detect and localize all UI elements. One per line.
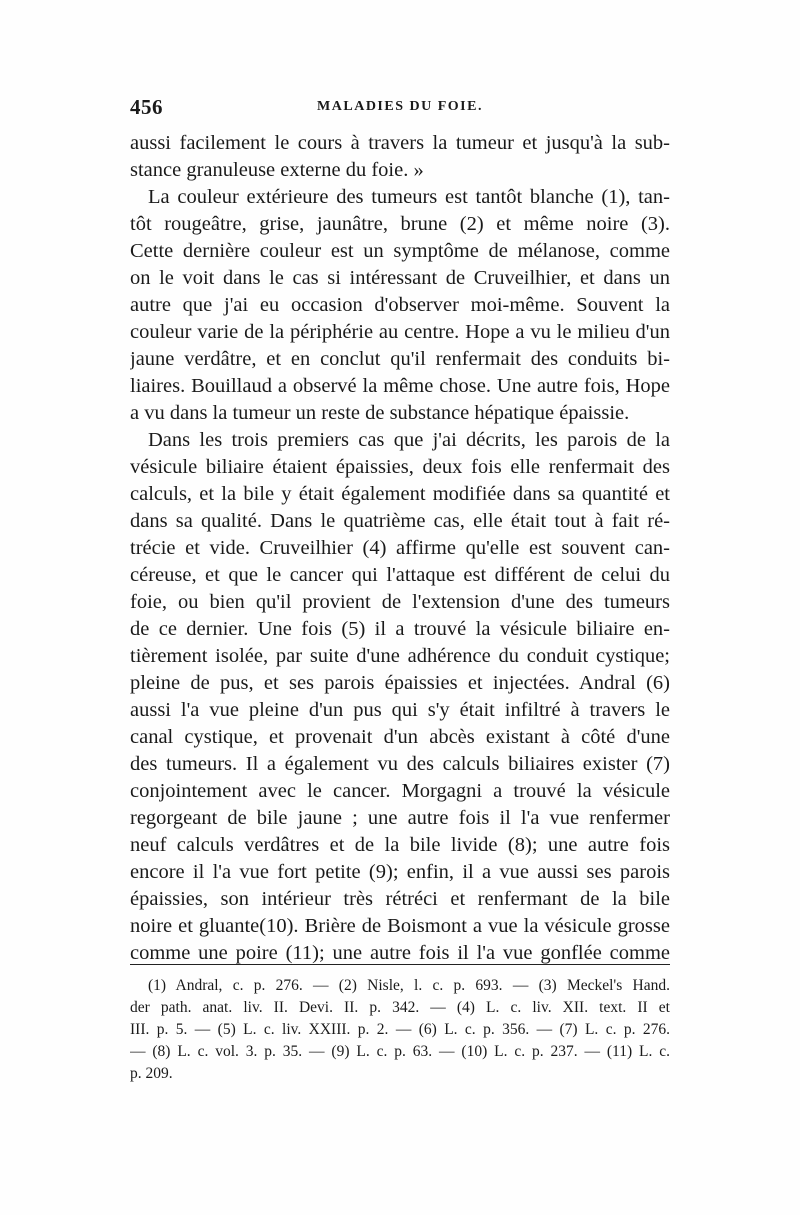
text-line: La couleur extérieure des tumeurs est tantôt blanche (1), tan- — [148, 186, 670, 208]
footnotes — [130, 975, 670, 1085]
text-line: aussi facilement le cours à travers la tumeur et jusqu'à la sub- — [130, 132, 670, 154]
text-line: foie, ou bien qu'il provient de l'extension d'une des tumeurs — [130, 591, 670, 613]
text-line: épaissies, son intérieur très rétréci et renfermant de la bile — [130, 888, 670, 910]
footnote-line: — (8) L. c. vol. 3. p. 35. — (9) L. c. p. 63. — (10) L. c. p. 237. — (11) L. c. — [130, 1043, 670, 1060]
text-line: dans sa qualité. Dans le quatrième cas, elle était tout à fait ré- — [130, 510, 670, 532]
footnote-line: III. p. 5. — (5) L. c. liv. XXIII. p. 2. — (6) L. c. p. 356. — (7) L. c. p. 276. — [130, 1021, 670, 1038]
text-line: autre que j'ai eu occasion d'observer moi-même. Souvent la — [130, 294, 670, 316]
text-line: Cette dernière couleur est un symptôme de mélanose, comme — [130, 240, 670, 262]
text-line: a vu dans la tumeur un reste de substance hépatique épaissie. — [130, 402, 630, 424]
text-line: regorgeant de bile jaune ; une autre fois il l'a vue renfermer — [130, 807, 670, 829]
text-line: stance granuleuse externe du foie. » — [130, 159, 424, 181]
text-line: Dans les trois premiers cas que j'ai décrits, les parois de la — [148, 429, 670, 451]
footnote-divider — [130, 964, 670, 965]
text-line: neuf calculs verdâtres et de la bile livide (8); une autre fois — [130, 834, 670, 856]
text-line: couleur varie de la périphérie au centre. Hope a vu le milieu d'un — [130, 321, 670, 343]
text-line: conjointement avec le cancer. Morgagni a trouvé la vésicule — [130, 780, 670, 802]
text-line: de ce dernier. Une fois (5) il a trouvé la vésicule biliaire en- — [130, 618, 670, 640]
text-line: pleine de pus, et ses parois épaissies et injectées. Andral (6) — [130, 672, 670, 694]
text-line: liaires. Bouillaud a observé la même chose. Une autre fois, Hope — [130, 375, 670, 397]
footnote-line: p. 209. — [130, 1065, 173, 1082]
text-line: encore il l'a vue fort petite (9); enfin, il a vue aussi ses parois — [130, 861, 670, 883]
running-title: MALADIES DU FOIE. — [317, 99, 483, 114]
footnote-line: (1) Andral, c. p. 276. — (2) Nisle, l. c. p. 693. — (3) Meckel's Hand. — [148, 977, 670, 994]
body-text — [130, 130, 670, 967]
text-line: comme une poire (11); une autre fois il l'a vue gonflée comme — [130, 942, 670, 964]
text-line: tôt rougeâtre, grise, jaunâtre, brune (2) et même noire (3). — [130, 213, 670, 235]
text-line: jaune verdâtre, et en conclut qu'il renfermait des conduits bi- — [130, 348, 670, 370]
text-line: canal cystique, et provenait d'un abcès existant à côté d'une — [130, 726, 670, 748]
text-line: noire et gluante(10). Brière de Boismont a vue la vésicule grosse — [130, 915, 670, 937]
text-line: céreuse, et que le cancer qui l'attaque est différent de celui du — [130, 564, 670, 586]
text-line: tièrement isolée, par suite d'une adhérence du conduit cystique; — [130, 645, 670, 667]
text-line: aussi l'a vue pleine d'un pus qui s'y était infiltré à travers le — [130, 699, 670, 721]
text-line: vésicule biliaire étaient épaissies, deux fois elle renfermait des — [130, 456, 670, 478]
text-line: on le voit dans le cas si intéressant de Cruveilhier, et dans un — [130, 267, 670, 289]
page-header — [130, 95, 670, 125]
page-number: 456 — [130, 95, 163, 119]
text-line: des tumeurs. Il a également vu des calculs biliaires exister (7) — [130, 753, 670, 775]
text-line: calculs, et la bile y était également modifiée dans sa quantité et — [130, 483, 670, 505]
text-line: trécie et vide. Cruveilhier (4) affirme qu'elle est souvent can- — [130, 537, 670, 559]
footnote-line: der path. anat. liv. II. Devi. II. p. 342. — (4) L. c. liv. XII. text. II et — [130, 999, 670, 1016]
